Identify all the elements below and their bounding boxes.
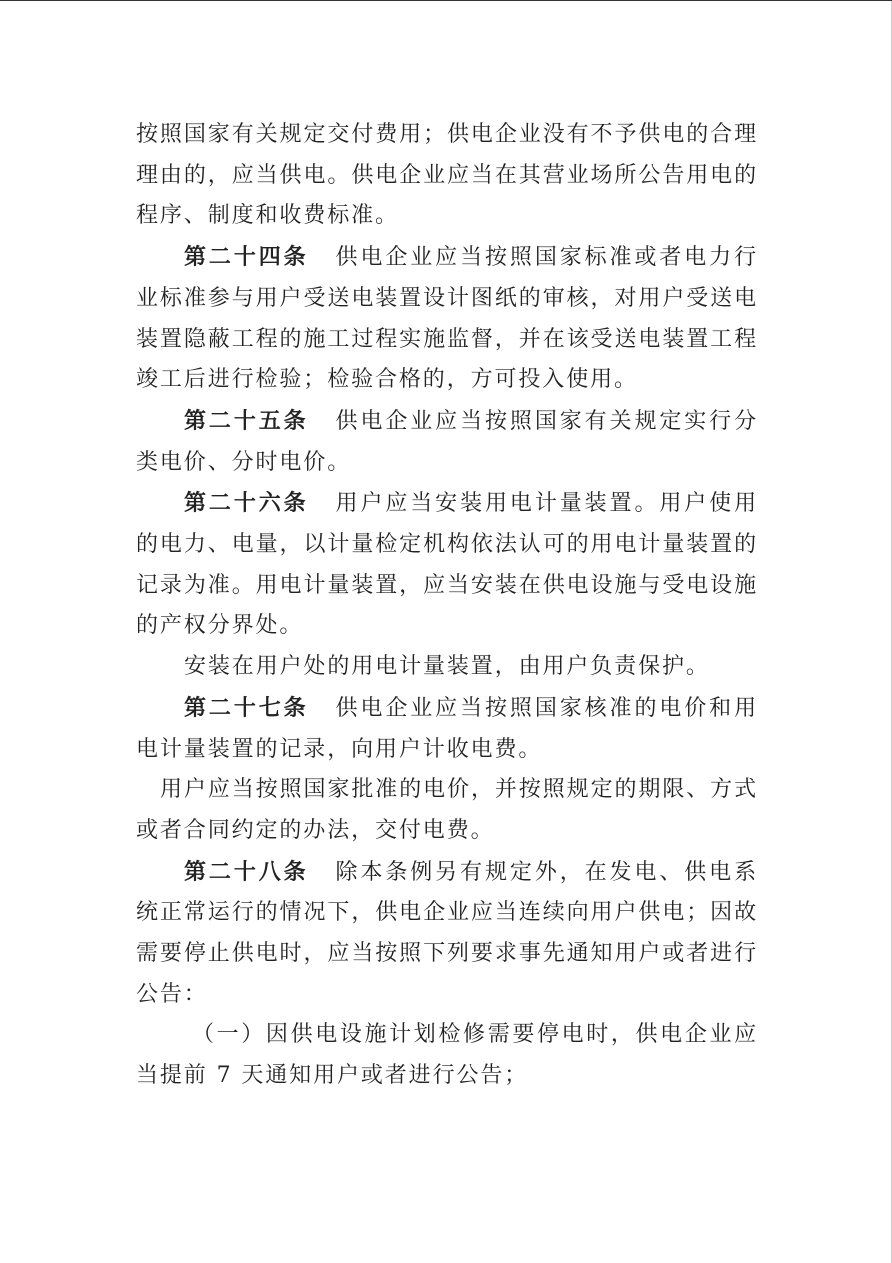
article-24 (136, 237, 758, 401)
article-number: 第二十八条 (184, 858, 309, 885)
article-number: 第二十七条 (184, 694, 309, 721)
article-27 (136, 688, 758, 770)
article-number: 第二十五条 (184, 407, 309, 434)
article-text: 除本条例另有规定外，在发电、供电系统正常运行的情况下，供电企业应当连续向用户供电；因故需要停止供电时，应当按照下列要求事先通知用户或者进行公告： (136, 859, 758, 1007)
article-28 (136, 852, 758, 1016)
article-text: 供电企业应当按照国家标准或者电力行业标准参与用户受送电装置设计图纸的审核，对用户受送电装置隐蔽工程的施工过程实施监督，并在该受送电装置工程竣工后进行检验；检验合格的，方可投入使用。 (136, 245, 758, 393)
paragraph-text: 安装在用户处的用电计量装置，由用户负责保护。 (184, 654, 710, 680)
paragraph-text: 用户应当按照国家批准的电价，并按照规定的期限、方式或者合同约定的办法，交付电费。 (136, 777, 758, 843)
article-number: 第二十六条 (184, 490, 309, 517)
article-number: 第二十四条 (184, 244, 309, 271)
paragraph-payment (136, 770, 758, 851)
article-text: 用户应当安装用电计量装置。用户使用的电力、电量，以计量检定机构依法认可的用电计量装置的记录为准。用电计量装置，应当安装在供电设施与受电设施的产权分界处。 (136, 491, 758, 639)
list-item-text: （一）因供电设施计划检修需要停电时，供电企业应当提前 7 天通知用户或者进行公告； (136, 1022, 758, 1089)
article-text: 供电企业应当按照国家有关规定实行分类电价、分时电价。 (136, 408, 758, 475)
paragraph-meter-protection (136, 647, 758, 688)
article-25 (136, 401, 758, 483)
document-body (136, 115, 758, 1097)
list-item-1 (136, 1015, 758, 1096)
article-26 (136, 483, 758, 647)
paragraph-text: 按照国家有关规定交付费用；供电企业没有不予供电的合理理由的，应当供电。供电企业应当在其营业场所公告用电的程序、制度和收费标准。 (136, 122, 758, 229)
article-text: 供电企业应当按照国家核准的电价和用电计量装置的记录，向用户计收电费。 (136, 695, 758, 762)
paragraph-continuation (136, 115, 758, 237)
